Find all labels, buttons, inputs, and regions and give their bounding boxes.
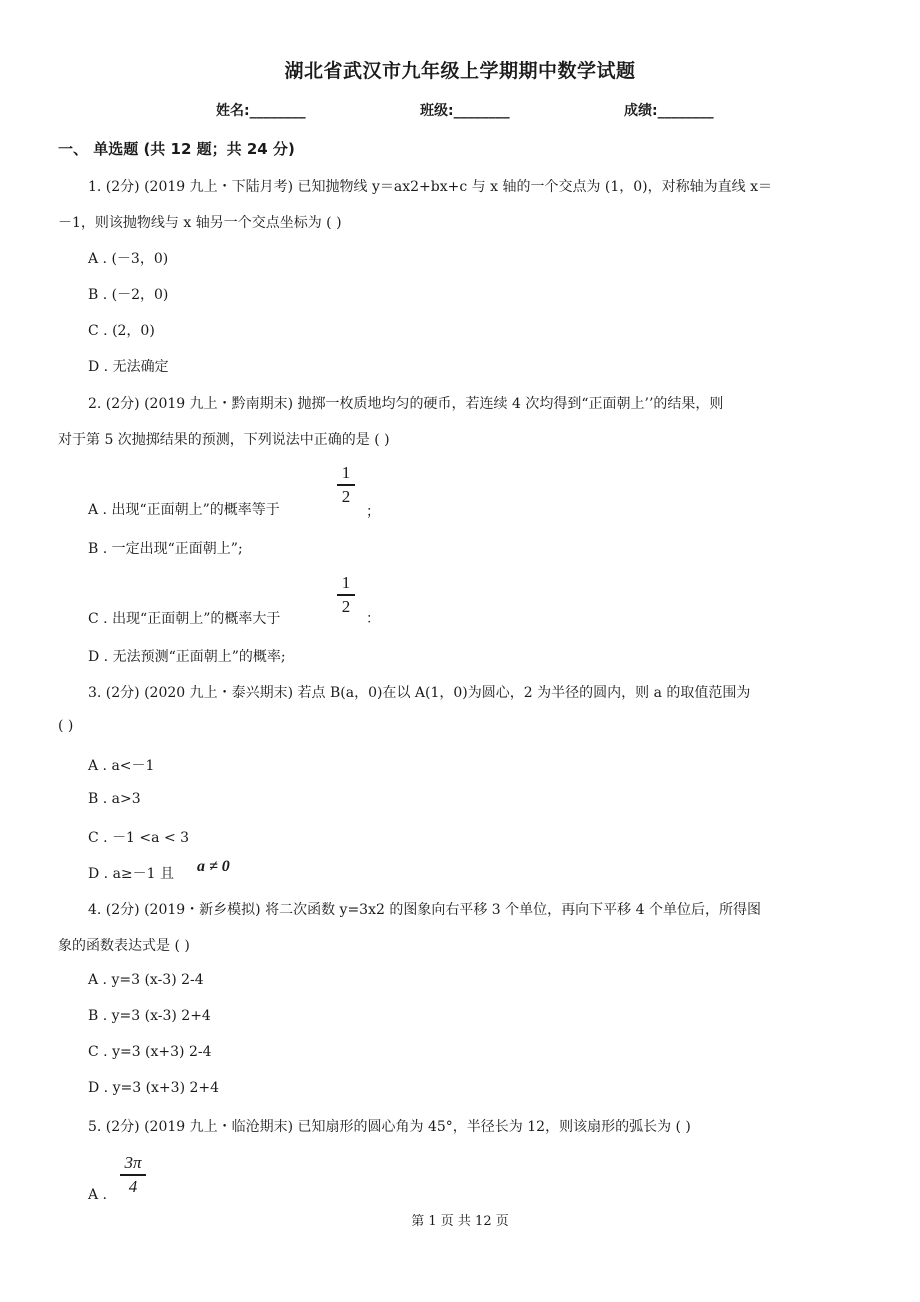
question-3-option-b: B . a>3 <box>88 791 141 807</box>
question-1-option-c: C . (2，0) <box>88 323 155 339</box>
question-1-option-d: D . 无法确定 <box>88 359 169 375</box>
fraction-one-half <box>337 574 355 616</box>
question-4-option-d: D . y=3 (x+3) 2+4 <box>88 1080 220 1096</box>
question-2-stem-line-2: 对于第 5 次抛掷结果的预测，下列说法中正确的是 ( ) <box>58 432 390 448</box>
question-2-option-c-tail: ： <box>366 611 380 627</box>
question-4-option-b: B . y=3 (x-3) 2+4 <box>88 1008 211 1024</box>
fraction-numerator: 3π <box>124 1153 142 1172</box>
fraction-three-pi-over-four <box>120 1154 146 1196</box>
score-field-label: 成绩:________ <box>624 103 714 119</box>
question-5-stem-line-1: 5. (2分) (2019 九上・临沧期末) 已知扇形的圆心角为 45°，半径长为 12，则该扇形的弧长为 ( ) <box>88 1119 691 1135</box>
question-2-option-d: D . 无法预测“正面朝上”的概率; <box>88 649 286 665</box>
question-3-option-a: A . a<－1 <box>88 758 155 774</box>
question-1-option-a: A . (－3，0) <box>88 251 169 267</box>
question-2-option-c: C . 出现“正面朝上”的概率大于 <box>88 611 281 627</box>
question-3-option-d: D . a≥－1 且 <box>88 866 175 882</box>
fraction-denominator: 2 <box>341 596 351 616</box>
question-4-option-c: C . y=3 (x+3) 2-4 <box>88 1044 212 1060</box>
fraction-bar <box>337 594 355 596</box>
name-field-label: 姓名:________ <box>216 103 306 119</box>
fraction-bar <box>337 484 355 486</box>
question-3-stem-line-1: 3. (2分) (2020 九上・泰兴期末) 若点 B(a，0)在以 A(1，0)为圆心，2 为半径的圆内，则 a 的取值范围为 <box>88 685 751 701</box>
question-2-option-a: A . 出现“正面朝上”的概率等于 <box>88 502 280 518</box>
fraction-denominator: 2 <box>341 486 351 506</box>
question-3-option-c: C . －1 <a < 3 <box>88 830 190 846</box>
fraction-numerator: 1 <box>341 463 351 482</box>
page-title: 湖北省武汉市九年级上学期期中数学试题 <box>284 60 636 82</box>
question-1-option-b: B . (－2，0) <box>88 287 169 303</box>
question-1-stem-line-2: －1，则该抛物线与 x 轴另一个交点坐标为 ( ) <box>58 215 342 231</box>
class-field-label: 班级:________ <box>420 103 510 119</box>
question-4-stem-line-2: 象的函数表达式是 ( ) <box>58 938 190 954</box>
question-3-stem-line-2: ( ) <box>58 718 74 734</box>
question-4-option-a: A . y=3 (x-3) 2-4 <box>88 972 204 988</box>
fraction-bar <box>120 1174 146 1176</box>
fraction-denominator: 4 <box>128 1176 138 1196</box>
question-2-option-a-tail: ； <box>366 504 380 520</box>
fraction-one-half <box>337 464 355 506</box>
page-footer: 第 1 页 共 12 页 <box>411 1214 509 1229</box>
question-2-stem-line-1: 2. (2分) (2019 九上・黔南期末) 抛掷一枚质地均匀的硬币，若连续 4 次均得到“正面朝上’’的结果，则 <box>88 396 724 412</box>
section-heading: 一、 单选题 (共 12 题；共 24 分) <box>58 140 295 158</box>
question-2-option-b: B . 一定出现“正面朝上”; <box>88 541 243 557</box>
fraction-numerator: 1 <box>341 573 351 592</box>
question-1-stem-line-1: 1. (2分) (2019 九上・下陆月考) 已知抛物线 y＝ax2+bx+c 与 x 轴的一个交点为 (1，0)，对称轴为直线 x＝ <box>88 179 772 195</box>
question-5-option-a: A . <box>88 1187 108 1203</box>
question-4-stem-line-1: 4. (2分) (2019・新乡模拟) 将二次函数 y=3x2 的图象向右平移 3 个单位，再向下平移 4 个单位后，所得图 <box>88 902 761 918</box>
math-expression-a-not-zero: a ≠ 0 <box>197 858 230 875</box>
